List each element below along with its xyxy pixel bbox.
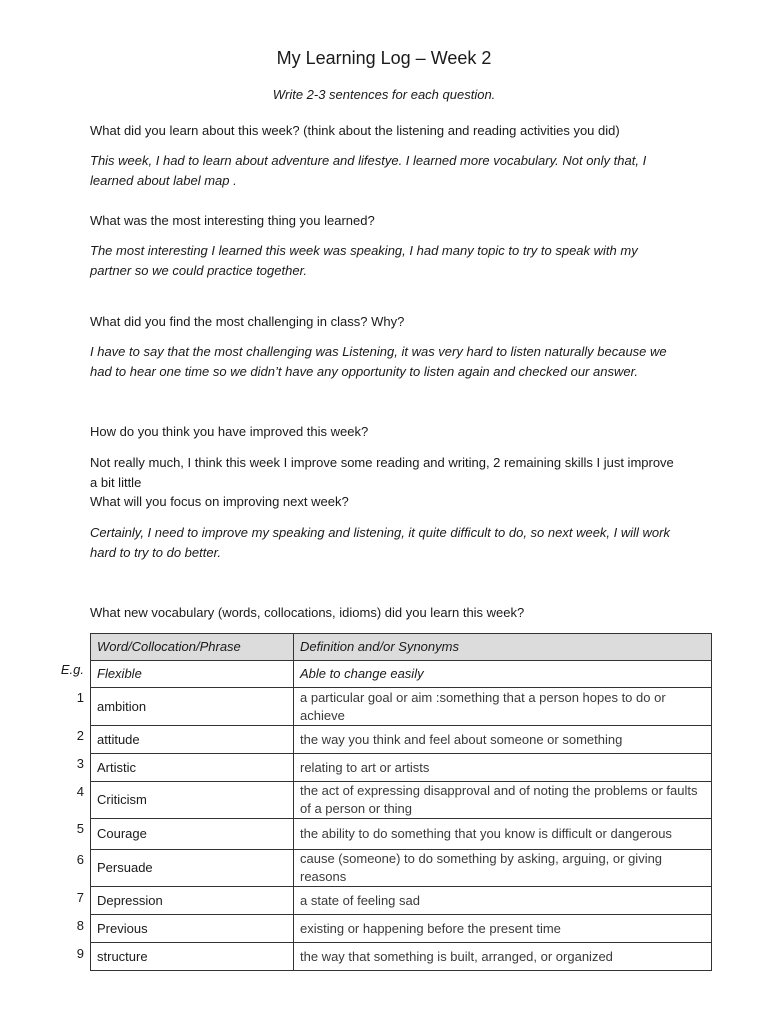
table-row-example: [91, 661, 712, 688]
vocab-word: ambition: [91, 688, 294, 726]
example-definition: Able to change easily: [294, 661, 712, 688]
vocab-word: Persuade: [91, 850, 294, 887]
answer-3: I have to say that the most challenging was Listening, it was very hard to listen naturally because we had to hear one time so we didn’t have any opportunity to listen again and checked our answer.: [90, 344, 667, 379]
table-row: [91, 754, 712, 782]
row-label: 5: [76, 821, 84, 836]
vocab-definition: cause (someone) to do something by asking, arguing, or giving reasons: [294, 850, 712, 887]
answer-2: The most interesting I learned this week was speaking, I had many topic to try to speak with my partner so we could practice together.: [90, 243, 638, 278]
row-label: 9: [76, 946, 84, 961]
answer-1: This week, I had to learn about adventure and lifestye. I learned more vocabulary. Not only that, I learned about label map .: [90, 153, 647, 188]
vocab-question: What new vocabulary (words, collocations, idioms) did you learn this week?: [90, 605, 525, 620]
vocab-word: structure: [91, 943, 294, 971]
row-label-example: E.g.: [60, 662, 84, 677]
header-word: Word/Collocation/Phrase: [91, 634, 294, 661]
row-label: 2: [76, 728, 84, 743]
table-row: [91, 688, 712, 726]
page-title: My Learning Log – Week 2: [276, 48, 492, 68]
vocab-word: Courage: [91, 819, 294, 850]
vocab-definition: the act of expressing disapproval and of noting the problems or faults of a person or thing: [294, 782, 712, 819]
row-label: 3: [76, 756, 84, 771]
row-label: 1: [76, 690, 84, 705]
vocab-table: [90, 633, 712, 971]
table-row: [91, 726, 712, 754]
row-label: 4: [76, 784, 84, 799]
row-label: 8: [76, 918, 84, 933]
example-word: Flexible: [91, 661, 294, 688]
table-row: [91, 915, 712, 943]
vocab-word: Depression: [91, 887, 294, 915]
header-definition: Definition and/or Synonyms: [294, 634, 712, 661]
table-row: [91, 943, 712, 971]
question-3: What did you find the most challenging in class? Why?: [90, 314, 405, 329]
page-subtitle: Write 2-3 sentences for each question.: [272, 87, 496, 102]
question-1: What did you learn about this week? (think about the listening and reading activities you did): [90, 123, 620, 138]
answer-5: Certainly, I need to improve my speaking and listening, it quite difficult to do, so next week, I will work hard to try to do better.: [90, 525, 670, 560]
table-header-row: [91, 634, 712, 661]
question-2: What was the most interesting thing you learned?: [90, 213, 375, 228]
row-label: 7: [76, 890, 84, 905]
question-4: How do you think you have improved this week?: [90, 424, 369, 439]
row-label: 6: [76, 852, 84, 867]
vocab-definition: a particular goal or aim :something that a person hopes to do or achieve: [294, 688, 712, 726]
table-row: [91, 819, 712, 850]
vocab-word: Criticism: [91, 782, 294, 819]
vocab-word: attitude: [91, 726, 294, 754]
vocab-definition: the way that something is built, arranged, or organized: [294, 943, 712, 971]
vocab-definition: a state of feeling sad: [294, 887, 712, 915]
table-row: [91, 887, 712, 915]
vocab-word: Previous: [91, 915, 294, 943]
vocab-definition: relating to art or artists: [294, 754, 712, 782]
table-row: [91, 782, 712, 819]
question-5: What will you focus on improving next week?: [90, 494, 349, 509]
vocab-definition: the ability to do something that you know is difficult or dangerous: [294, 819, 712, 850]
answer-4: Not really much, I think this week I improve some reading and writing, 2 remaining skills I just improve a bit little: [90, 455, 674, 490]
table-row: [91, 850, 712, 887]
vocab-definition: the way you think and feel about someone or something: [294, 726, 712, 754]
vocab-definition: existing or happening before the present time: [294, 915, 712, 943]
vocab-word: Artistic: [91, 754, 294, 782]
